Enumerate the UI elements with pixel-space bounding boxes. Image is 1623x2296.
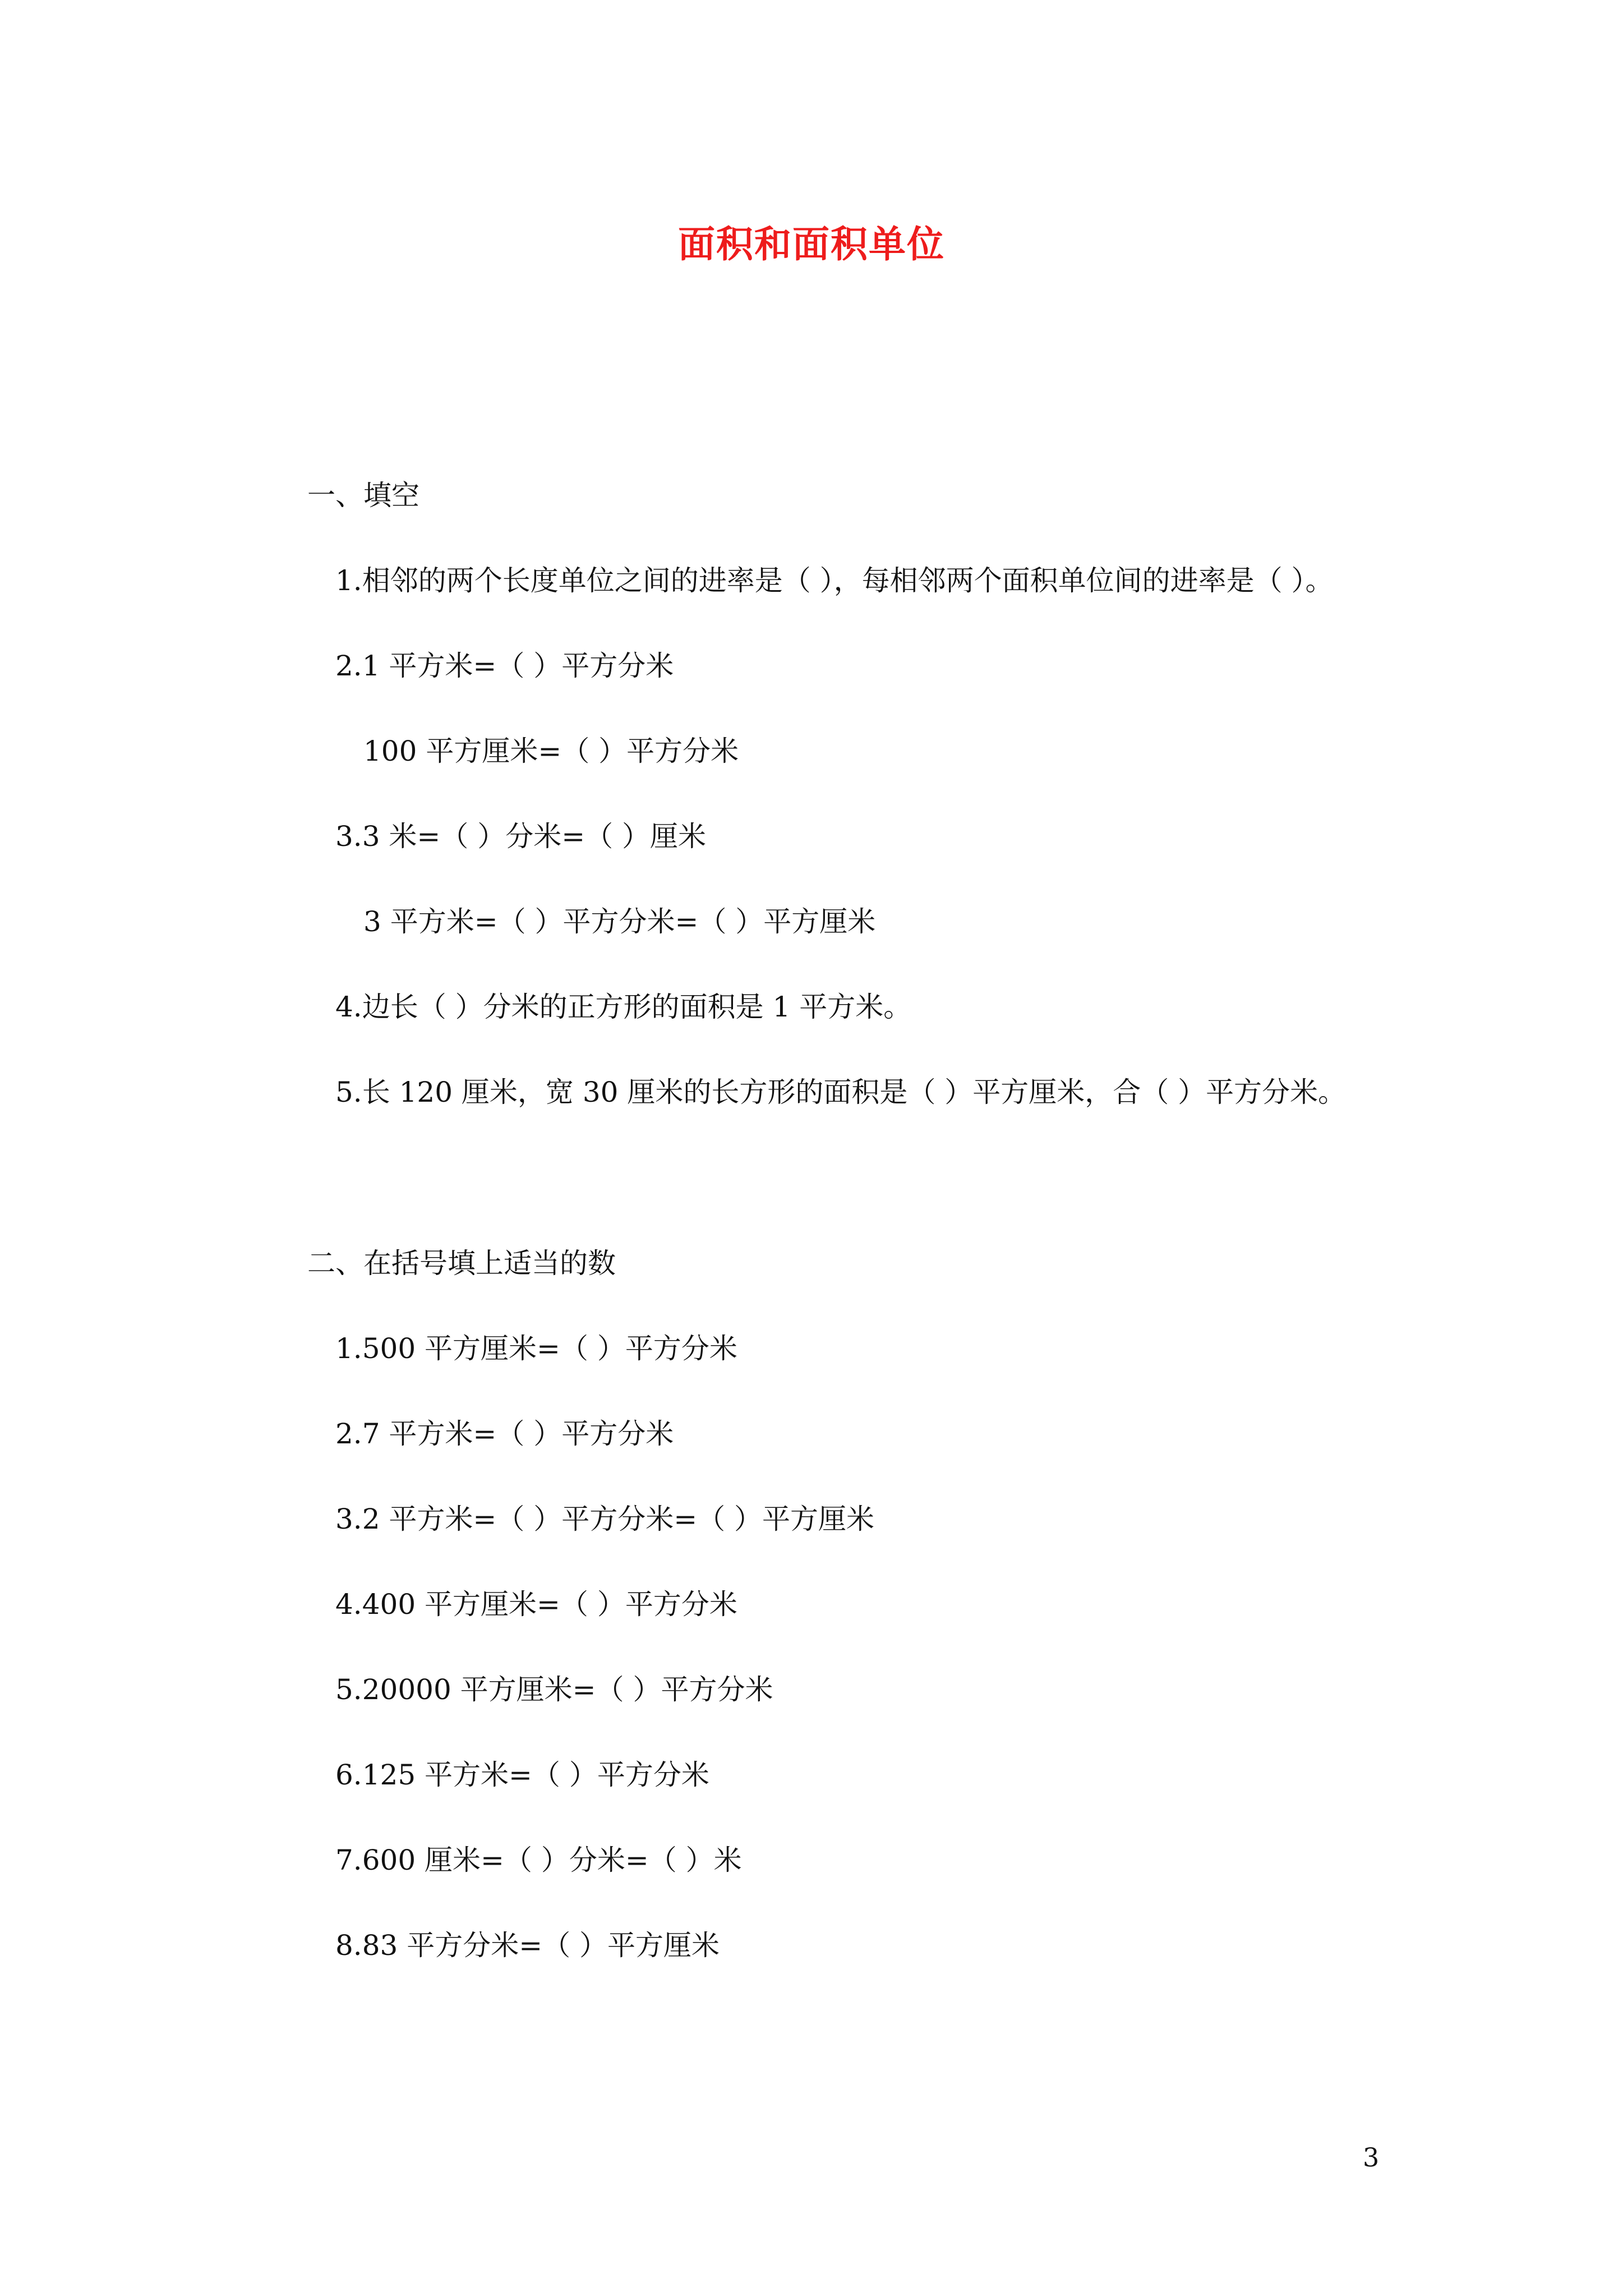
question-1-5: 5.长 120 厘米，宽 30 厘米的长方形的面积是（ ）平方厘米，合（ ）平方分米。 xyxy=(335,1076,1347,1108)
section-heading-fill-numbers: 二、在括号填上适当的数 xyxy=(307,1247,616,1280)
question-2-7: 7.600 厘米=（ ）分米=（ ）米 xyxy=(335,1844,742,1876)
question-2-4: 4.400 平方厘米=（ ）平方分米 xyxy=(335,1588,737,1621)
question-2-1: 1.500 平方厘米=（ ）平方分米 xyxy=(335,1332,737,1365)
question-2-6: 6.125 平方米=（ ）平方分米 xyxy=(335,1759,709,1791)
question-1-2-sub: 100 平方厘米=（ ）平方分米 xyxy=(363,735,739,767)
question-2-8: 8.83 平方分米=（ ）平方厘米 xyxy=(335,1929,720,1962)
question-1-3-sub: 3 平方米=（ ）平方分米=（ ）平方厘米 xyxy=(363,905,876,938)
question-2-2: 2.7 平方米=（ ）平方分米 xyxy=(335,1418,674,1450)
page-title: 面积和面积单位 xyxy=(678,222,945,266)
question-1-1: 1.相邻的两个长度单位之间的进率是（ ），每相邻两个面积单位间的进率是（ ）。 xyxy=(335,564,1334,597)
page-number: 3 xyxy=(1363,2142,1380,2173)
question-2-5: 5.20000 平方厘米=（ ）平方分米 xyxy=(335,1673,773,1706)
question-1-3: 3.3 米=（ ）分米=（ ）厘米 xyxy=(335,820,706,853)
question-1-2: 2.1 平方米=（ ）平方分米 xyxy=(335,650,674,682)
question-2-3: 3.2 平方米=（ ）平方分米=（ ）平方厘米 xyxy=(335,1503,874,1535)
section-heading-fill-blank: 一、填空 xyxy=(307,479,419,512)
question-1-4: 4.边长（ ）分米的正方形的面积是 1 平方米。 xyxy=(335,991,912,1023)
